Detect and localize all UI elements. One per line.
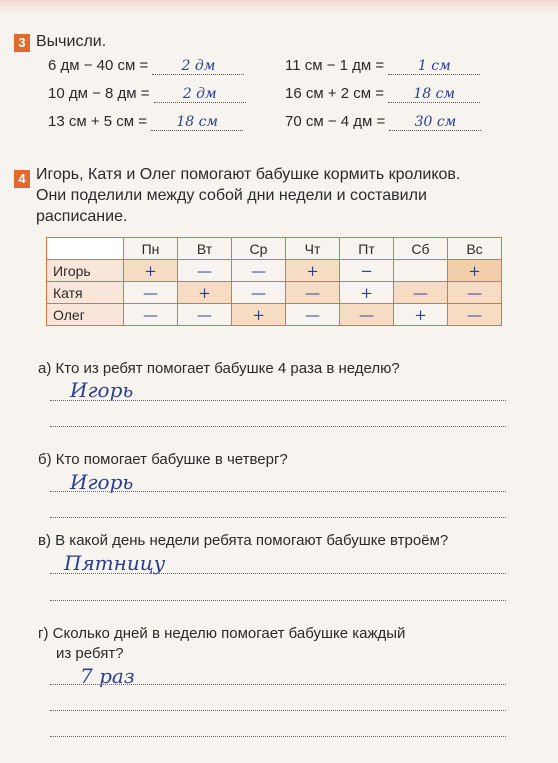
question-a: а) Кто из ребят помогает бабушке 4 раза в неделю? — [38, 360, 400, 377]
schedule-cell[interactable]: — — [232, 260, 286, 282]
schedule-cell[interactable]: — — [448, 304, 502, 326]
row-name: Олег — [47, 304, 124, 326]
answer-line — [50, 517, 506, 518]
schedule-cell[interactable]: — — [286, 304, 340, 326]
schedule-cell[interactable]: — — [124, 282, 178, 304]
equation-3 — [48, 113, 243, 131]
equation-5 — [285, 85, 480, 103]
equation-2 — [48, 85, 246, 103]
equation-expr: 10 дм − 8 дм = — [48, 85, 150, 102]
schedule-table — [46, 237, 502, 326]
equation-answer[interactable]: 18 см — [151, 114, 243, 131]
equation-6 — [285, 113, 481, 131]
question-c: в) В какой день недели ребята помогают бабушке втроём? — [38, 532, 449, 549]
answer-line — [50, 710, 506, 711]
intro-line: Игорь, Катя и Олег помогают бабушке кормить кроликов. — [36, 166, 461, 183]
intro-line: расписание. — [36, 208, 128, 225]
task-3-title: Вычисли. — [36, 33, 107, 50]
answer-line — [50, 573, 506, 574]
equation-expr: 13 см + 5 см = — [48, 113, 148, 130]
equation-1 — [48, 57, 244, 75]
equation-expr: 6 дм − 40 см = — [48, 57, 149, 74]
answer-line — [50, 736, 506, 737]
question-b: б) Кто помогает бабушке в четверг? — [38, 451, 288, 468]
schedule-cell[interactable]: + — [232, 304, 286, 326]
schedule-cell[interactable]: + — [178, 282, 232, 304]
answer-d[interactable]: 7 раз — [80, 664, 135, 688]
schedule-cell[interactable]: + — [394, 304, 448, 326]
equation-answer[interactable]: 1 см — [388, 58, 480, 75]
task-4-badge: 4 — [14, 170, 30, 188]
header-day: Ср — [232, 238, 286, 260]
equation-expr: 16 см + 2 см = — [285, 85, 385, 102]
equation-answer[interactable]: 2 дм — [154, 86, 246, 103]
row-name: Катя — [47, 282, 124, 304]
schedule-cell[interactable]: — — [394, 282, 448, 304]
schedule-cell[interactable]: — — [232, 282, 286, 304]
table-row — [47, 304, 502, 326]
header-day: Вс — [448, 238, 502, 260]
header-day: Чт — [286, 238, 340, 260]
equation-answer[interactable]: 18 см — [388, 86, 480, 103]
top-decoration — [0, 0, 558, 14]
equation-answer[interactable]: 30 см — [389, 114, 481, 131]
answer-c[interactable]: Пятницу — [64, 551, 166, 575]
table-header-row — [47, 238, 502, 260]
schedule-cell[interactable]: — — [178, 304, 232, 326]
answer-line — [50, 684, 506, 685]
equation-4 — [285, 57, 480, 75]
schedule-cell[interactable]: — — [448, 282, 502, 304]
task-3-badge: 3 — [14, 34, 30, 52]
equation-expr: 70 см − 4 дм = — [285, 113, 386, 130]
schedule-cell[interactable] — [394, 260, 448, 282]
answer-b[interactable]: Игорь — [70, 470, 134, 494]
answer-a[interactable]: Игорь — [70, 378, 134, 402]
schedule-cell[interactable]: + — [448, 260, 502, 282]
question-d-line: из ребят? — [56, 645, 124, 662]
equation-answer[interactable]: 2 дм — [152, 58, 244, 75]
schedule-cell[interactable]: + — [124, 260, 178, 282]
equation-expr: 11 см − 1 дм = — [285, 57, 385, 74]
header-day: Пн — [124, 238, 178, 260]
header-day: Сб — [394, 238, 448, 260]
schedule-cell[interactable]: − — [340, 260, 394, 282]
question-d-line: г) Сколько дней в неделю помогает бабушке каждый — [38, 625, 406, 642]
schedule-cell[interactable]: + — [286, 260, 340, 282]
header-day: Пт — [340, 238, 394, 260]
schedule-cell[interactable]: + — [340, 282, 394, 304]
table-row — [47, 282, 502, 304]
schedule-cell[interactable]: — — [286, 282, 340, 304]
row-name: Игорь — [47, 260, 124, 282]
header-empty-cell — [47, 238, 124, 260]
task-4-intro — [36, 164, 460, 227]
answer-line — [50, 400, 506, 401]
schedule-cell[interactable]: — — [340, 304, 394, 326]
answer-line — [50, 491, 506, 492]
answer-line — [50, 426, 506, 427]
intro-line: Они поделили между собой дни недели и составили — [36, 187, 427, 204]
schedule-cell[interactable]: — — [178, 260, 232, 282]
answer-line — [50, 600, 506, 601]
question-d — [38, 624, 405, 664]
header-day: Вт — [178, 238, 232, 260]
schedule-cell[interactable]: — — [124, 304, 178, 326]
table-row — [47, 260, 502, 282]
